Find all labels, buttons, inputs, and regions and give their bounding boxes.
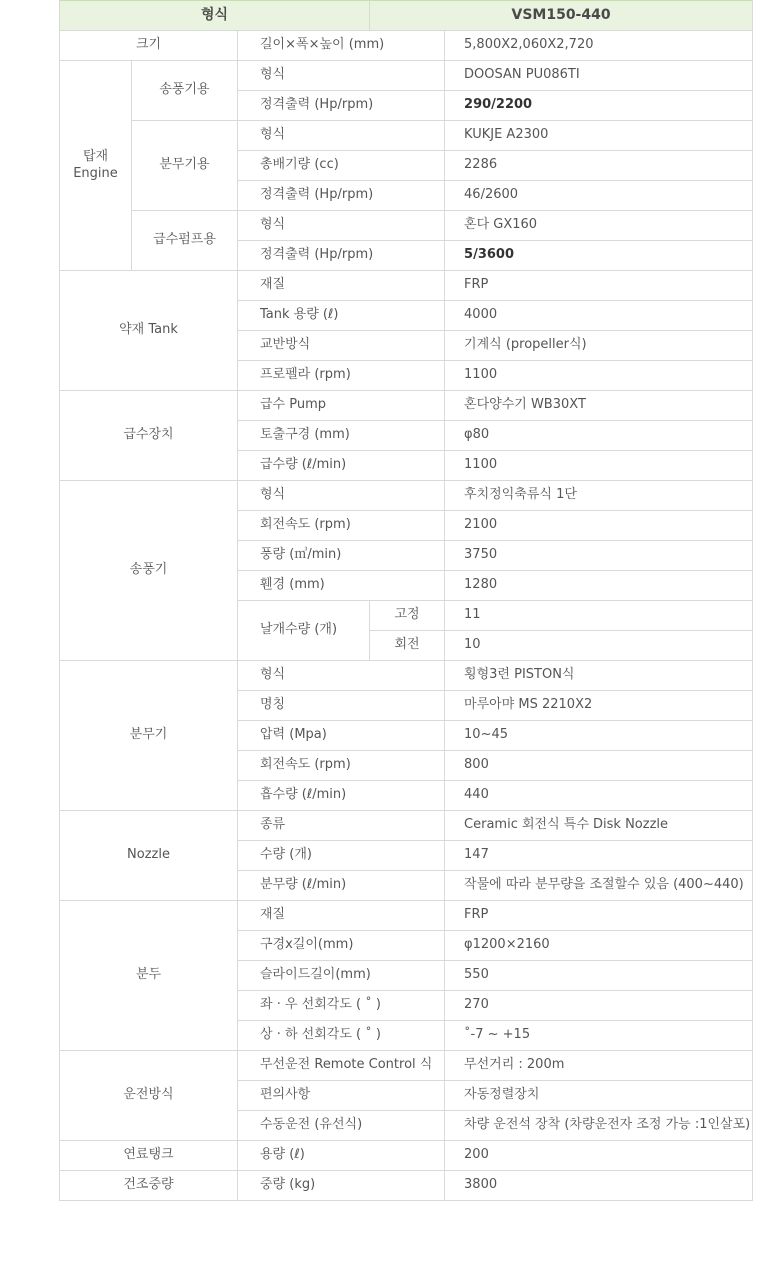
- item-value: 1280: [445, 571, 753, 601]
- item-label: 압력 (Mpa): [238, 721, 445, 751]
- item-value: 3750: [445, 541, 753, 571]
- item-label: 명칭: [238, 691, 445, 721]
- item-value: FRP: [445, 271, 753, 301]
- subcategory-pump-engine: 급수펌프용: [132, 211, 238, 271]
- item-value: 혼다 GX160: [445, 211, 753, 241]
- item-value: φ80: [445, 421, 753, 451]
- table-row: [60, 31, 753, 61]
- item-value: ˚-7 ~ +15: [445, 1021, 753, 1051]
- item-value: 횡형3련 PISTON식: [445, 661, 753, 691]
- table-row: [60, 901, 753, 931]
- item-value: 5,800X2,060X2,720: [445, 31, 753, 61]
- table-row: [60, 391, 753, 421]
- item-label: 급수량 (ℓ/min): [238, 451, 445, 481]
- item-label: 종류: [238, 811, 445, 841]
- item-value: 800: [445, 751, 753, 781]
- item-value: 550: [445, 961, 753, 991]
- item-label: 형식: [238, 121, 445, 151]
- blade-fixed-label: 고정: [370, 601, 445, 631]
- blade-rotating-value: 10: [445, 631, 753, 661]
- table-row: [60, 271, 753, 301]
- item-label: 중량 (kg): [238, 1171, 445, 1201]
- table-row: [60, 661, 753, 691]
- engine-label-line2: Engine: [73, 165, 118, 181]
- table-row: [60, 481, 753, 511]
- item-label: 재질: [238, 901, 445, 931]
- item-label: 구경x길이(mm): [238, 931, 445, 961]
- item-value: 마루아먀 MS 2210X2: [445, 691, 753, 721]
- item-value: 200: [445, 1141, 753, 1171]
- item-value: 작물에 따라 분무량을 조절할수 있음 (400~440): [445, 871, 753, 901]
- item-value: 3800: [445, 1171, 753, 1201]
- item-label: 형식: [238, 481, 445, 511]
- category-size: 크기: [60, 31, 238, 61]
- item-label: 회전속도 (rpm): [238, 511, 445, 541]
- item-label: 재질: [238, 271, 445, 301]
- item-label: 정격출력 (Hp/rpm): [238, 91, 445, 121]
- blade-rotating-label: 회전: [370, 631, 445, 661]
- item-label: 프로펠라 (rpm): [238, 361, 445, 391]
- subcategory-blower-engine: 송풍기용: [132, 61, 238, 121]
- item-label: 풍량 (㎥/min): [238, 541, 445, 571]
- item-label: 수량 (개): [238, 841, 445, 871]
- item-label: 교반방식: [238, 331, 445, 361]
- item-value: 5/3600: [445, 241, 753, 271]
- item-value: 혼다양수기 WB30XT: [445, 391, 753, 421]
- category-sprayer: 분무기: [60, 661, 238, 811]
- category-water-supply: 급수장치: [60, 391, 238, 481]
- category-engine: [60, 61, 132, 271]
- engine-label-line1: 탑재: [82, 149, 109, 165]
- blade-fixed-value: 11: [445, 601, 753, 631]
- category-spray-head: 분두: [60, 901, 238, 1051]
- item-value: 후치정익축류식 1단: [445, 481, 753, 511]
- category-operation: 운전방식: [60, 1051, 238, 1141]
- item-label: 토출구경 (mm): [238, 421, 445, 451]
- item-label: 휀경 (mm): [238, 571, 445, 601]
- item-value: 자동정렬장치: [445, 1081, 753, 1111]
- item-label: 편의사항: [238, 1081, 445, 1111]
- header-row: [60, 1, 753, 31]
- item-value: 2100: [445, 511, 753, 541]
- category-fuel-tank: 연료탱크: [60, 1141, 238, 1171]
- item-label: 슬라이드길이(mm): [238, 961, 445, 991]
- item-label: Tank 용량 (ℓ): [238, 301, 445, 331]
- item-value: φ1200×2160: [445, 931, 753, 961]
- item-value: 2286: [445, 151, 753, 181]
- item-label: 형식: [238, 211, 445, 241]
- item-value: 46/2600: [445, 181, 753, 211]
- item-value: KUKJE A2300: [445, 121, 753, 151]
- item-value: 4000: [445, 301, 753, 331]
- category-dry-weight: 건조중량: [60, 1171, 238, 1201]
- header-model: VSM150-440: [370, 1, 753, 31]
- item-value: Ceramic 회전식 특수 Disk Nozzle: [445, 811, 753, 841]
- item-label: 형식: [238, 61, 445, 91]
- table-row: [60, 1171, 753, 1201]
- item-value: 1100: [445, 451, 753, 481]
- table-row: [60, 811, 753, 841]
- item-value: 1100: [445, 361, 753, 391]
- item-label: 좌 · 우 선회각도 ( ˚ ): [238, 991, 445, 1021]
- spec-table: [59, 0, 753, 1201]
- item-value: 기계식 (propeller식): [445, 331, 753, 361]
- item-label: 무선운전 Remote Control 식: [238, 1051, 445, 1081]
- item-label: 수동운전 (유선식): [238, 1111, 445, 1141]
- table-row: [60, 1141, 753, 1171]
- category-nozzle: Nozzle: [60, 811, 238, 901]
- item-value: 270: [445, 991, 753, 1021]
- item-label: 형식: [238, 661, 445, 691]
- table-row: [60, 1051, 753, 1081]
- item-label-blades: 날개수량 (개): [238, 601, 370, 661]
- item-value: DOOSAN PU086TI: [445, 61, 753, 91]
- item-value: 무선거리 : 200m: [445, 1051, 753, 1081]
- category-fan: 송풍기: [60, 481, 238, 661]
- item-value: 차량 운전석 장착 (차량운전자 조정 가능 :1인살포): [445, 1111, 753, 1141]
- item-label: 분무량 (ℓ/min): [238, 871, 445, 901]
- item-value: 290/2200: [445, 91, 753, 121]
- item-value: 440: [445, 781, 753, 811]
- item-label: 정격출력 (Hp/rpm): [238, 181, 445, 211]
- header-type: 형식: [60, 1, 370, 31]
- category-tank: 약재 Tank: [60, 271, 238, 391]
- item-label: 용량 (ℓ): [238, 1141, 445, 1171]
- item-label: 정격출력 (Hp/rpm): [238, 241, 445, 271]
- table-row: [60, 211, 753, 241]
- item-label: 길이×폭×높이 (mm): [238, 31, 445, 61]
- table-row: [60, 61, 753, 91]
- item-label: 상 · 하 선회각도 ( ˚ ): [238, 1021, 445, 1051]
- item-label: 회전속도 (rpm): [238, 751, 445, 781]
- item-label: 흡수량 (ℓ/min): [238, 781, 445, 811]
- table-row: [60, 121, 753, 151]
- subcategory-sprayer-engine: 분무기용: [132, 121, 238, 211]
- item-label: 총배기량 (cc): [238, 151, 445, 181]
- item-label: 급수 Pump: [238, 391, 445, 421]
- item-value: FRP: [445, 901, 753, 931]
- item-value: 10~45: [445, 721, 753, 751]
- item-value: 147: [445, 841, 753, 871]
